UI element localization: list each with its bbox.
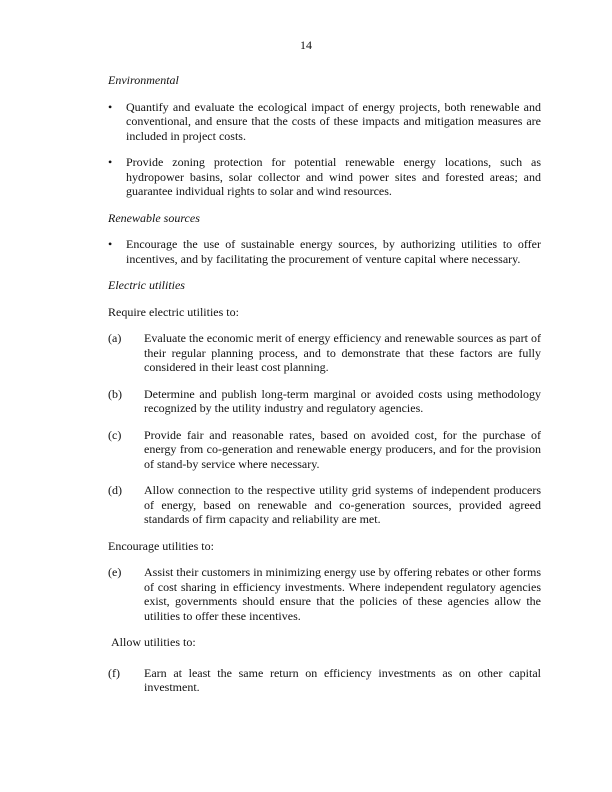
list-item-text: Determine and publish long-term marginal or avoided costs using methodology recognized by the utility industry and regulatory agencies. [144, 386, 541, 415]
list-item-label: (d) [108, 483, 122, 497]
allow-intro: Allow utilities to: [111, 635, 196, 649]
list-item-label: (c) [108, 427, 122, 442]
list-item-b [108, 387, 541, 416]
list-item-text: Provide fair and reasonable rates, based on avoided cost, for the purchase of energy from co-generation and renewable energy producers, and for the provision of stand-by service where necessary. [144, 427, 541, 471]
encourage-intro: Encourage utilities to: [108, 538, 214, 553]
bullet-item [108, 155, 541, 199]
list-item-text: Evaluate the economic merit of energy efficiency and renewable sources as part of their regular planning process, and to demonstrate that these factors are fully considered in their least cost planning. [144, 331, 541, 374]
list-item-d [108, 483, 541, 527]
bullet-item [108, 237, 541, 266]
section-heading-environmental: Environmental [108, 73, 179, 87]
list-item-f [108, 666, 541, 695]
list-item-text: Earn at least the same return on efficiency investments as on other capital investment. [144, 665, 541, 694]
page-content [108, 73, 541, 707]
bullet-icon: • [108, 155, 113, 169]
list-item-label: (f) [108, 665, 120, 680]
list-item-text: Allow connection to the respective utility grid systems of independent producers of energy, based on renewable and co-generation sources, provided agreed standards of firm capacity and reliability are met. [144, 483, 541, 526]
list-item-c [108, 428, 541, 472]
section-heading-electric: Electric utilities [108, 278, 185, 292]
bullet-icon: • [108, 237, 113, 251]
require-intro: Require electric utilities to: [108, 304, 239, 319]
page-number: 14 [300, 38, 312, 52]
list-item-label: (b) [108, 386, 122, 401]
list-item-a [108, 331, 541, 375]
list-item-text: Assist their customers in minimizing energy use by offering rebates or other forms of cost sharing in efficiency investments. Where independent regulatory agencies exist, governments should ensure that the policies of these agencies allow the utilities to offer these incentives. [144, 565, 541, 623]
bullet-item [108, 100, 541, 144]
bullet-icon: • [108, 99, 113, 114]
list-item-e [108, 565, 541, 623]
bullet-text: Provide zoning protection for potential renewable energy locations, such as hydropower basins, solar collector and wind power sites and forested areas; and guarantee individual rights to solar and wind resources. [126, 155, 541, 198]
section-heading-renewable: Renewable sources [108, 210, 200, 225]
list-item-label: (a) [108, 331, 122, 345]
bullet-text: Quantify and evaluate the ecological impact of energy projects, both renewable and conventional, and ensure that the costs of these impacts and mitigation measures are included in project costs. [126, 99, 541, 143]
bullet-text: Encourage the use of sustainable energy sources, by authorizing utilities to offer incentives, and by facilitating the procurement of venture capital where necessary. [126, 237, 541, 266]
list-item-label: (e) [108, 565, 122, 579]
